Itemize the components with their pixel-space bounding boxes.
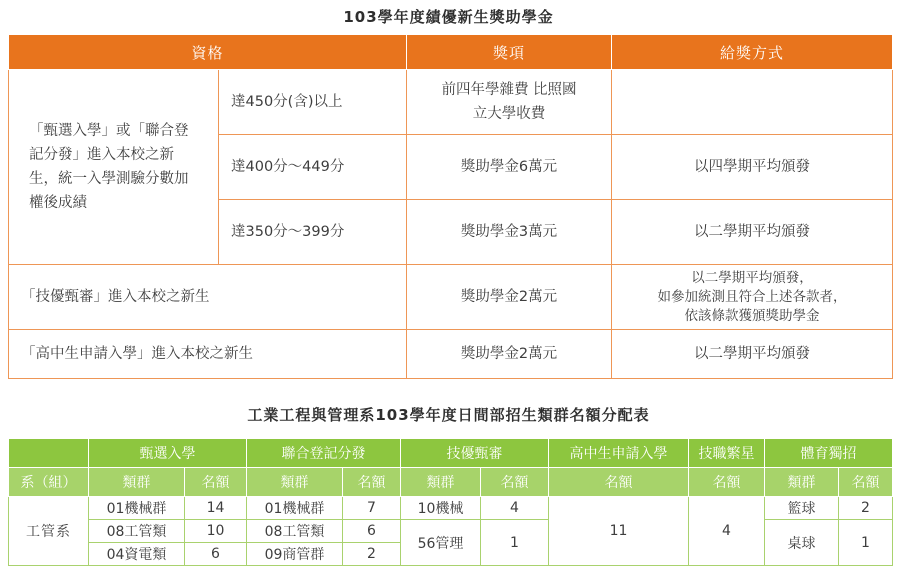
header-blank [9, 439, 89, 468]
method-cell: 以二學期平均頒發 [612, 200, 893, 265]
selection-quota: 10 [185, 520, 247, 543]
selection-category: 08工管類 [89, 520, 185, 543]
header-star: 技職繁星 [689, 439, 765, 468]
selection-category: 01機械群 [89, 497, 185, 520]
method-line: 依該條款獲頒獎助學金 [684, 307, 820, 324]
header-selection: 甄選入學 [89, 439, 247, 468]
method-cell: 以四學期平均頒發 [612, 135, 893, 200]
skill-qualification-cell: 「技優甄審」進入本校之新生 [9, 265, 407, 330]
award-cell: 獎助學金6萬元 [407, 135, 612, 200]
skill-category: 10機械 [401, 497, 481, 520]
scholarship-header-row [9, 35, 893, 70]
joint-category: 09商管群 [247, 543, 343, 566]
header-quota: 名額 [481, 468, 549, 497]
hs-qualification-cell: 「高中生申請入學」進入本校之新生 [9, 330, 407, 379]
award-cell: 獎助學金2萬元 [407, 265, 612, 330]
header-hs: 高中生申請入學 [549, 439, 689, 468]
skill-quota: 1 [481, 520, 549, 566]
header-quota: 名額 [839, 468, 893, 497]
scholarship-table [8, 34, 893, 379]
sports-quota: 2 [839, 497, 893, 520]
award-cell: 獎助學金2萬元 [407, 330, 612, 379]
header-skill: 技優甄審 [401, 439, 549, 468]
header-quota: 名額 [689, 468, 765, 497]
hs-quota: 11 [549, 497, 689, 566]
header-method: 給獎方式 [612, 35, 893, 70]
method-cell [612, 70, 893, 135]
award-cell: 前四年學雜費 比照國立大學收費 [407, 70, 612, 135]
joint-quota: 2 [343, 543, 401, 566]
header-quota: 名額 [185, 468, 247, 497]
quota-table-title: 工業工程與管理系103學年度日間部招生類群名額分配表 [247, 406, 650, 424]
header-category: 類群 [401, 468, 481, 497]
sports-category: 桌球 [765, 520, 839, 566]
header-dept: 系（組） [9, 468, 89, 497]
joint-quota: 6 [343, 520, 401, 543]
header-category: 類群 [247, 468, 343, 497]
selection-quota: 14 [185, 497, 247, 520]
header-qualification: 資格 [9, 35, 407, 70]
table-row [9, 330, 893, 379]
scholarship-table-title: 103學年度績優新生獎助學金 [343, 8, 554, 26]
header-quota: 名額 [549, 468, 689, 497]
sports-quota: 1 [839, 520, 893, 566]
star-quota: 4 [689, 497, 765, 566]
method-line: 如參加統測且符合上述各款者， [657, 288, 847, 305]
selection-quota: 6 [185, 543, 247, 566]
table-row [9, 70, 893, 135]
header-sports: 體育獨招 [765, 439, 893, 468]
header-category: 類群 [89, 468, 185, 497]
table-row [9, 265, 893, 330]
selection-category: 04資電類 [89, 543, 185, 566]
joint-category: 08工管類 [247, 520, 343, 543]
method-line: 以二學期平均頒發， [691, 269, 813, 286]
skill-quota: 4 [481, 497, 549, 520]
group-qualification-cell: 「甄選入學」或「聯合登記分發」進入本校之新生，統一入學測驗分數加權後成績 [9, 70, 219, 265]
header-joint: 聯合登記分發 [247, 439, 401, 468]
score-cell: 達350分～399分 [219, 200, 407, 265]
method-cell: 以二學期平均頒發 [612, 330, 893, 379]
header-category: 類群 [765, 468, 839, 497]
score-cell: 達400分～449分 [219, 135, 407, 200]
joint-quota: 7 [343, 497, 401, 520]
quota-table [8, 438, 893, 566]
skill-category: 56管理 [401, 520, 481, 566]
method-cell [612, 265, 893, 330]
header-quota: 名額 [343, 468, 401, 497]
award-cell: 獎助學金3萬元 [407, 200, 612, 265]
quota-group-header-row [9, 439, 893, 468]
quota-sub-header-row [9, 468, 893, 497]
header-award: 獎項 [407, 35, 612, 70]
joint-category: 01機械群 [247, 497, 343, 520]
score-cell: 達450分(含)以上 [219, 70, 407, 135]
sports-category: 籃球 [765, 497, 839, 520]
dept-cell: 工管系 [9, 497, 89, 566]
